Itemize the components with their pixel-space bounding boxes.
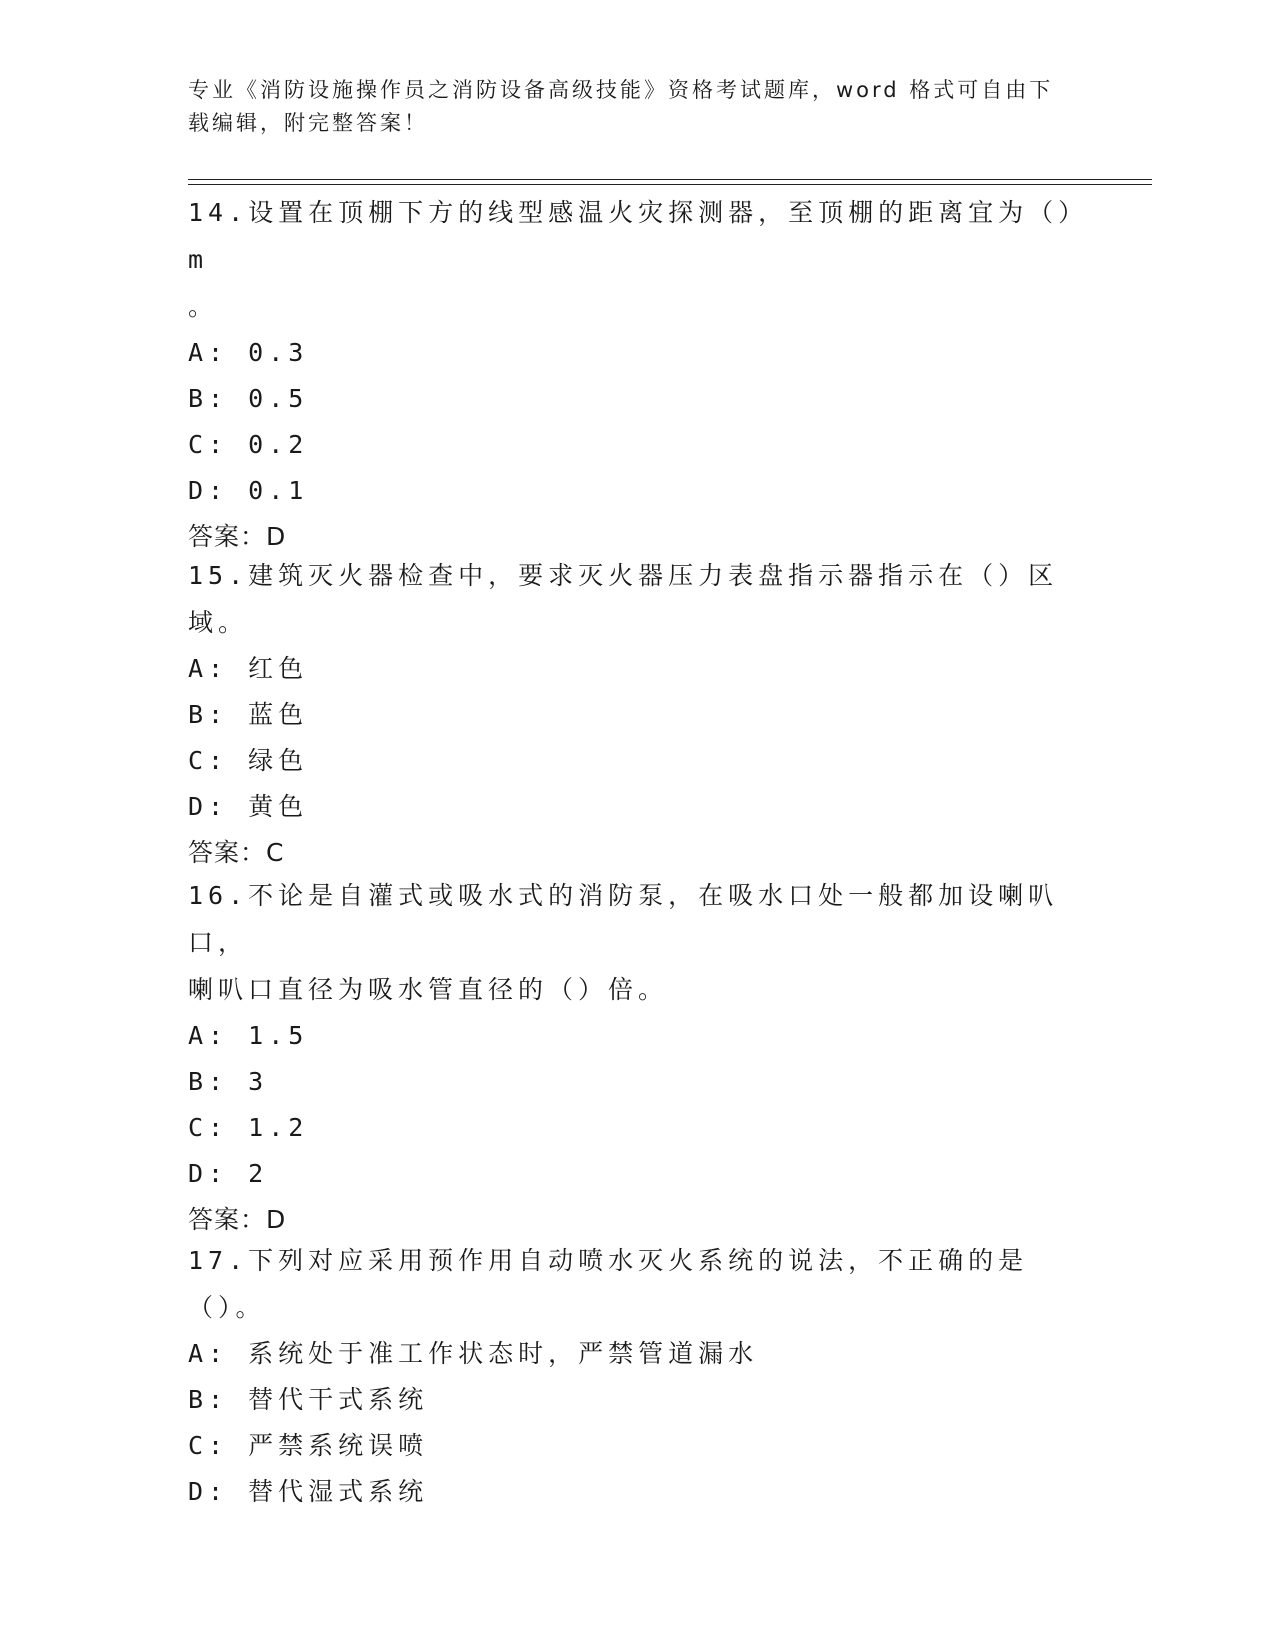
option-b: B: 蓝色	[188, 700, 309, 729]
option-d: D: 黄色	[188, 792, 309, 821]
question-15	[188, 552, 1088, 876]
question-stem-line-1: 16.不论是自灌式或吸水式的消防泵，在吸水口处一般都加设喇叭口，	[188, 881, 1059, 957]
option-c: C: 绿色	[188, 746, 309, 775]
question-stem-line-2: 喇叭口直径为吸水管直径的（）倍。	[188, 975, 669, 1004]
document-header	[188, 74, 1068, 140]
header-line-1: 专业《消防设施操作员之消防设备高级技能》资格考试题库，word 格式可自由下	[188, 78, 1054, 102]
question-17	[188, 1237, 1088, 1515]
option-d: D: 替代湿式系统	[188, 1477, 429, 1506]
option-b: B: 替代干式系统	[188, 1385, 429, 1414]
header-line-2: 载编辑，附完整答案！	[188, 111, 428, 135]
question-stem-line-1: 14.设置在顶棚下方的线型感温火灾探测器，至顶棚的距离宜为（）m	[188, 198, 1076, 274]
option-a: A: 0.3	[188, 338, 309, 367]
option-d: D: 2	[188, 1159, 269, 1188]
answer: 答案：D	[188, 522, 287, 551]
answer: 答案：D	[188, 1205, 287, 1234]
option-c: C: 0.2	[188, 430, 309, 459]
option-a: A: 1.5	[188, 1021, 309, 1050]
option-b: B: 3	[188, 1067, 269, 1096]
option-a: A: 红色	[188, 654, 309, 683]
header-divider-bottom	[188, 184, 1152, 185]
header-divider-top	[188, 179, 1152, 180]
question-16	[188, 872, 1088, 1243]
question-stem-line-1: 15.建筑灭火器检查中，要求灭火器压力表盘指示器指示在（）区域。	[188, 561, 1059, 637]
option-c: C: 1.2	[188, 1113, 309, 1142]
question-stem-line-2: 。	[188, 292, 219, 321]
option-d: D: 0.1	[188, 476, 309, 505]
option-c: C: 严禁系统误喷	[188, 1431, 429, 1460]
question-14	[188, 189, 1088, 560]
option-b: B: 0.5	[188, 384, 309, 413]
answer: 答案：C	[188, 838, 285, 867]
option-a: A: 系统处于准工作状态时，严禁管道漏水	[188, 1339, 759, 1368]
question-stem-line-1: 17.下列对应采用预作用自动喷水灭火系统的说法，不正确的是（）。	[188, 1246, 1029, 1322]
